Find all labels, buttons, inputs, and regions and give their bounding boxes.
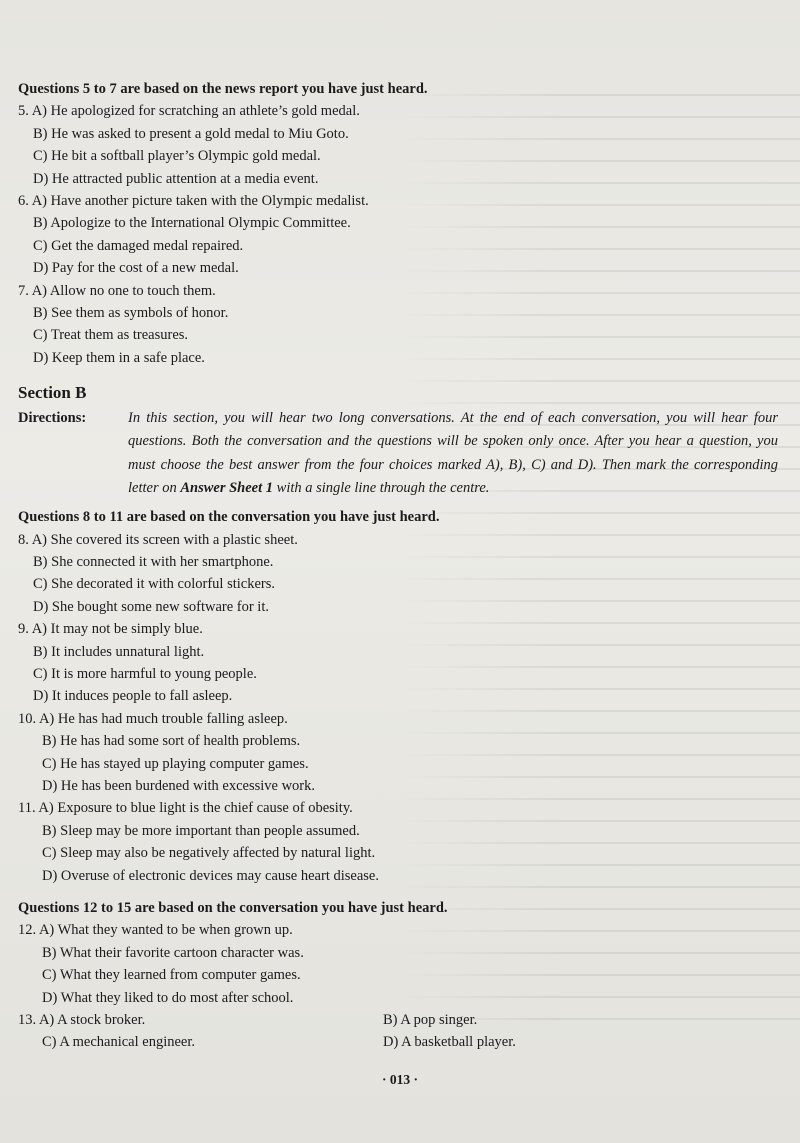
question-13-row-2 bbox=[18, 1031, 778, 1053]
question-8: 8. A) She covered its screen with a plastic sheet. bbox=[18, 531, 298, 548]
option: D) He attracted public attention at a media event. bbox=[33, 170, 319, 187]
option: D) Pay for the cost of a new medal. bbox=[33, 260, 239, 277]
option: C) What they learned from computer games. bbox=[42, 967, 301, 984]
directions-text: In this section, you will hear two long conversations. At the end of each conversation, you will hear four questions. Both the conversation and the questions will be spoken only once. After you hear a question, you must choose the best answer from the four choices marked A), B), C) and D). Then mark the corresponding letter on Answer Sheet 1 with a single line through the centre. bbox=[128, 410, 778, 496]
question-10: 10. A) He has had much trouble falling asleep. bbox=[18, 710, 288, 727]
option: B) What their favorite cartoon character was. bbox=[42, 944, 304, 961]
option: B) It includes unnatural light. bbox=[33, 643, 205, 660]
option: B) He was asked to present a gold medal to Miu Goto. bbox=[33, 125, 349, 142]
option: D) Keep them in a safe place. bbox=[33, 349, 205, 366]
page-content bbox=[18, 78, 778, 1054]
option: D) He has been burdened with excessive work. bbox=[42, 777, 315, 794]
directions-label: Directions: bbox=[18, 410, 87, 427]
option: D) It induces people to fall asleep. bbox=[33, 688, 233, 705]
option: D) What they liked to do most after school. bbox=[42, 989, 294, 1006]
question-5: 5. A) He apologized for scratching an athlete’s gold medal. bbox=[18, 103, 360, 120]
option: C) She decorated it with colorful stickers. bbox=[33, 576, 276, 593]
option: C) Treat them as treasures. bbox=[33, 327, 189, 344]
option: B) See them as symbols of honor. bbox=[33, 305, 229, 322]
question-13: 13. A) A stock broker. bbox=[18, 1012, 146, 1029]
option: C) He has stayed up playing computer games. bbox=[42, 755, 309, 772]
page-number: · 013 · bbox=[381, 1072, 418, 1087]
section-title: Section B bbox=[18, 383, 87, 403]
question-11: 11. A) Exposure to blue light is the chief cause of obesity. bbox=[18, 800, 353, 817]
option: B) Sleep may be more important than people assumed. bbox=[42, 822, 360, 839]
option: C) A mechanical engineer. bbox=[42, 1034, 196, 1051]
question-6: 6. A) Have another picture taken with the Olympic medalist. bbox=[18, 193, 369, 210]
question-7: 7. A) Allow no one to touch them. bbox=[18, 282, 216, 299]
question-12: 12. A) What they wanted to be when grown up. bbox=[18, 922, 293, 939]
question-group-heading: Questions 8 to 11 are based on the conversation you have just heard. bbox=[18, 509, 440, 526]
question-13-row-1 bbox=[18, 1009, 778, 1031]
option: C) It is more harmful to young people. bbox=[33, 665, 257, 682]
option: D) A basketball player. bbox=[383, 1034, 516, 1051]
option: B) He has had some sort of health problems. bbox=[42, 733, 301, 750]
option: C) He bit a softball player’s Olympic gold medal. bbox=[33, 148, 321, 165]
question-9: 9. A) It may not be simply blue. bbox=[18, 621, 203, 638]
option: D) Overuse of electronic devices may cause heart disease. bbox=[42, 867, 379, 884]
question-group-heading: Questions 5 to 7 are based on the news report you have just heard. bbox=[18, 81, 428, 97]
option: B) Apologize to the International Olympic Committee. bbox=[33, 215, 351, 232]
option: B) A pop singer. bbox=[383, 1012, 478, 1029]
option: C) Get the damaged medal repaired. bbox=[33, 237, 244, 254]
option: D) She bought some new software for it. bbox=[33, 598, 269, 615]
option: C) Sleep may also be negatively affected by natural light. bbox=[42, 845, 376, 862]
option: B) She connected it with her smartphone. bbox=[33, 553, 274, 570]
directions bbox=[18, 407, 778, 500]
question-group-heading: Questions 12 to 15 are based on the conversation you have just heard. bbox=[18, 900, 448, 916]
